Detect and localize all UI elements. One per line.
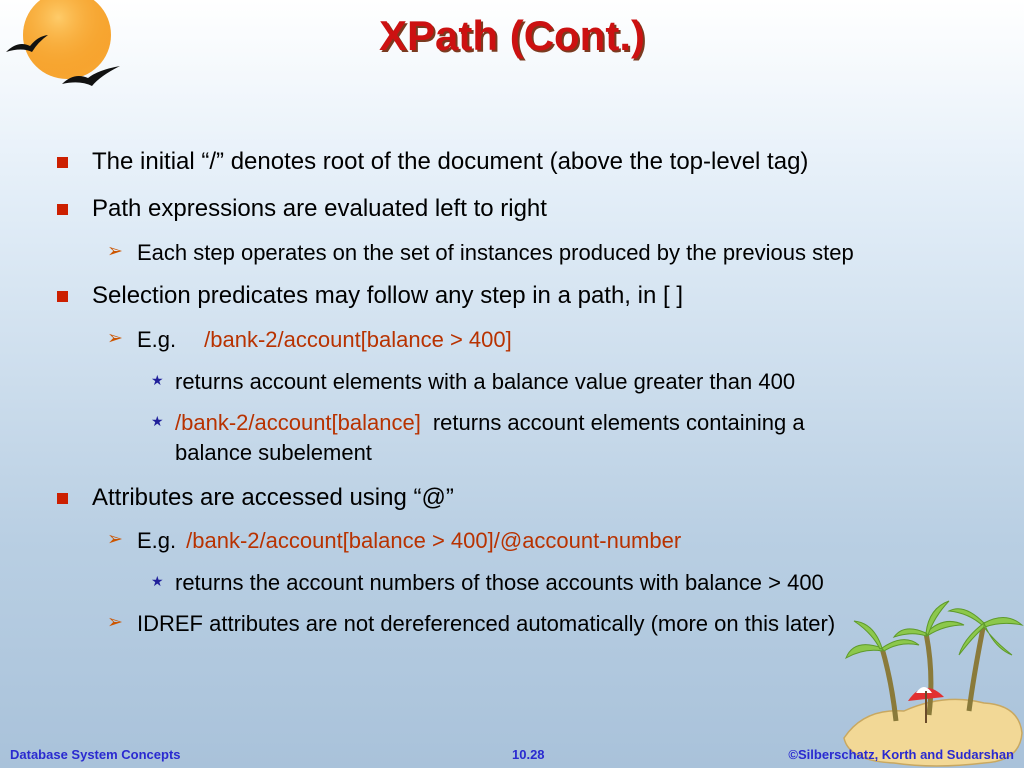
footer-slide-number: 10.28 [512, 747, 545, 762]
star-bullet-icon: ★ [151, 372, 164, 388]
xpath-expression: /bank-2/account[balance > 400] [204, 327, 512, 352]
bullet-item: returns account elements with a balance value greater than 400 [175, 369, 796, 394]
example-prefix: E.g. [137, 327, 177, 352]
xpath-expression: /bank-2/account[balance > 400]/@account-number [186, 528, 682, 553]
square-bullet-icon [57, 493, 68, 504]
square-bullet-icon [57, 204, 68, 215]
bullet-item [137, 528, 681, 554]
square-bullet-icon [57, 157, 68, 168]
bullet-item: returns the account numbers of those accounts with balance > 400 [175, 570, 824, 595]
bullet-item: Path expressions are evaluated left to right [92, 195, 547, 222]
square-bullet-icon [57, 291, 68, 302]
star-bullet-icon: ★ [151, 413, 164, 429]
palm-island-icon [834, 593, 1024, 768]
bullet-item [175, 410, 805, 436]
bullet-item-continuation: balance subelement [175, 440, 372, 465]
xpath-expression: /bank-2/account[balance] [175, 410, 421, 435]
bullet-item: Selection predicates may follow any step in a path, in [ ] [92, 282, 683, 309]
arrow-bullet-icon: ➢ [107, 328, 123, 349]
arrow-bullet-icon: ➢ [107, 612, 123, 633]
bullet-item: IDREF attributes are not dereferenced automatically (more on this later) [137, 611, 836, 636]
bullet-item: The initial “/” denotes root of the document (above the top-level tag) [92, 148, 809, 175]
star-bullet-icon: ★ [151, 573, 164, 589]
bullet-item [137, 327, 512, 353]
footer-copyright: ©Silberschatz, Korth and Sudarshan [788, 747, 1014, 762]
example-prefix: E.g. [137, 528, 177, 553]
bullet-item: Attributes are accessed using “@” [92, 484, 454, 511]
slide-title: XPath (Cont.) [379, 12, 645, 59]
bullet-item: Each step operates on the set of instances produced by the previous step [137, 240, 854, 265]
arrow-bullet-icon: ➢ [107, 241, 123, 262]
bullet-text: returns account elements containing a [432, 410, 805, 435]
arrow-bullet-icon: ➢ [107, 529, 123, 550]
footer-course-title: Database System Concepts [10, 747, 181, 762]
